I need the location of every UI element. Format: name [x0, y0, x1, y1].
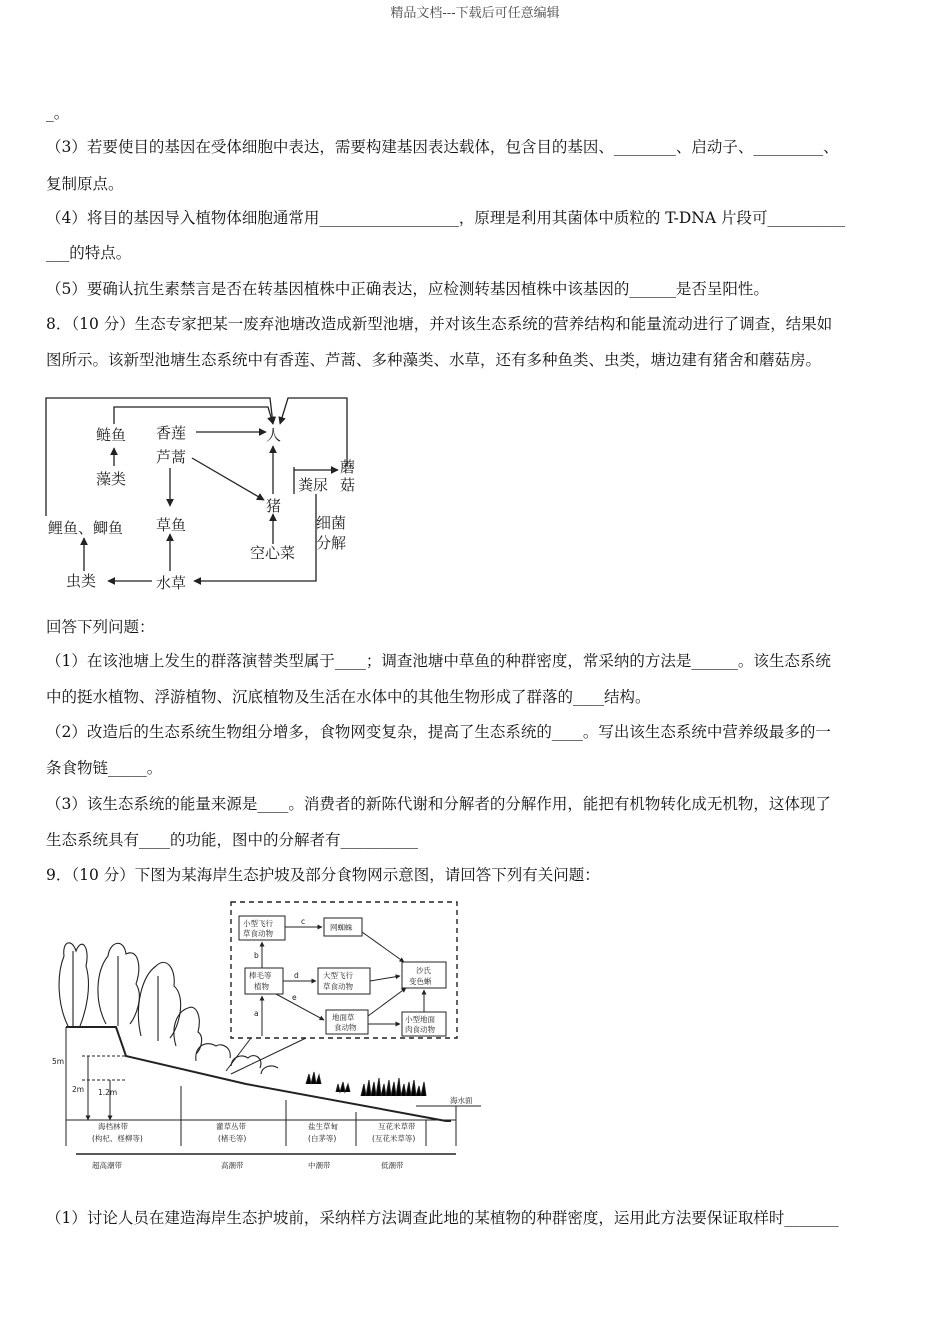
text-line: 生态系统具有____的功能，图中的分解者有__________	[46, 831, 419, 849]
node-water-grass: 水草	[156, 574, 187, 592]
text-line: （3）该生态系统的能量来源是____。消费者的新陈代谢和分解者的分解作用，能把有机物转化成无机物，这体现了	[46, 795, 831, 813]
node-algae: 藻类	[96, 470, 127, 488]
tide-low: 低潮带	[381, 1161, 404, 1170]
node-insects: 虫类	[66, 572, 97, 590]
node-grass-carp: 草鱼	[156, 516, 187, 534]
node-decompose: 分解	[316, 534, 347, 552]
zone-spartina: 互花米草带	[378, 1122, 416, 1131]
arrow-label-c: c	[301, 917, 306, 926]
text-line: （2）改造后的生态系统生物组分增多，食物网变复杂，提高了生态系统的____。写出该生态系统中营养级最多的一	[46, 723, 831, 741]
node-manure: 粪尿	[298, 476, 329, 494]
node-bacteria: 细菌	[316, 514, 347, 532]
arrow-label-e: e	[292, 993, 297, 1002]
text-line: （1）讨论人员在建造海岸生态护坡前，采纳样方法调查此地的某植物的种群密度，运用此方法要保证取样时_______	[46, 1209, 839, 1227]
box-small-ground-carnivore-2: 肉食动物	[405, 1025, 435, 1034]
zone-salt-meadow-species: (白茅等)	[308, 1134, 337, 1143]
text-line: ___的特点。	[46, 244, 132, 262]
text-line: 复制原点。	[46, 175, 124, 193]
box-large-flying-herbivore-2: 草食动物	[323, 982, 353, 991]
box-small-flying-herbivore-2: 草食动物	[243, 929, 273, 938]
arrow-label-d: d	[294, 971, 299, 980]
node-carp: 鲤鱼、鲫鱼	[48, 519, 124, 537]
height-5m: 5m	[52, 1057, 65, 1066]
food-web-diagram	[40, 376, 380, 601]
tide-super-high: 超高潮带	[92, 1161, 122, 1170]
zone-salt-meadow: 盐生草甸	[308, 1122, 338, 1131]
tide-high: 高潮带	[221, 1161, 244, 1170]
text-line: （1）在该池塘上发生的群落演替类型属于____；调查池塘中草鱼的种群密度，常采纳的方法是______。该生态系统	[46, 652, 831, 670]
height-1-2m: 1.2m	[98, 1088, 118, 1097]
node-lotus: 香莲	[156, 424, 187, 442]
page-header: 精品文档---下载后可任意编辑	[390, 6, 560, 21]
node-mushroom-2: 菇	[340, 476, 356, 494]
zone-spartina-species: (互花米草等)	[372, 1134, 416, 1143]
arrow-label-a: a	[254, 1009, 259, 1018]
text-line: （5）要确认抗生素禁言是否在转基因植株中正确表达，应检测转基因植株中该基因的______是否呈阳性。	[46, 280, 769, 298]
text-line: 图所示。该新型池塘生态系统中有香莲、芦蒿、多种藻类、水草，还有多种鱼类、虫类，塘边建有猪舍和蘑菇房。	[46, 351, 822, 369]
box-small-ground-carnivore: 小型地面	[405, 1015, 435, 1024]
box-ground-herbivore-2: 食动物	[334, 1023, 357, 1032]
text-line: 中的挺水植物、浮游植物、沉底植物及生活在水体中的其他生物形成了群落的____结构。	[46, 688, 651, 706]
node-pig: 猪	[266, 497, 282, 515]
zone-forest: 海档林带	[98, 1122, 128, 1131]
text-line: 条食物链_____。	[46, 759, 163, 777]
height-2m: 2m	[72, 1085, 85, 1094]
box-lizard-2: 变色蜥	[409, 977, 432, 986]
text-line: _。	[46, 104, 70, 122]
text-line: 回答下列问题：	[46, 618, 155, 636]
box-plants-2: 植物	[254, 982, 269, 991]
zone-shrub-species: (楮毛等)	[218, 1134, 247, 1143]
node-silver-carp: 鲢鱼	[96, 426, 127, 444]
zone-shrub: 灌草丛带	[216, 1122, 246, 1131]
box-spider: 网蜘蛛	[330, 923, 353, 932]
tide-mid: 中潮带	[308, 1161, 331, 1170]
box-ground-herbivore: 地面草	[332, 1013, 355, 1022]
text-line: （4）将目的基因导入植物体细胞通常用__________________，原理是利用其菌体中质粒的 T-DNA 片段可__________	[46, 209, 845, 227]
node-mushroom-1: 蘑	[340, 458, 356, 476]
zone-forest-species: (构杞、柽柳等)	[92, 1134, 143, 1143]
node-human: 人	[266, 426, 282, 444]
text-line: （3）若要使目的基因在受体细胞中表达，需要构建基因表达载体，包含目的基因、________、启动子、_________、	[46, 138, 839, 156]
question-9-stem: 9．（10 分）下图为某海岸生态护坡及部分食物网示意图，请回答下列有关问题：	[46, 866, 600, 884]
question-8-stem: 8．（10 分）生态专家把某一废弃池塘改造成新型池塘，并对该生态系统的营养结构和能量流动进行了调查，结果如	[46, 315, 833, 333]
box-lizard: 沙氏	[416, 966, 431, 975]
box-plants: 棒毛等	[249, 971, 272, 980]
box-small-flying-herbivore: 小型飞行	[243, 919, 273, 928]
sea-level-label: 海水面	[450, 1096, 473, 1105]
coastal-slope-diagram	[46, 896, 496, 1181]
node-water-spinach: 空心菜	[250, 544, 296, 562]
box-large-flying-herbivore: 大型飞行	[323, 971, 353, 980]
arrow-label-b: b	[254, 951, 259, 960]
node-artemisia: 芦蒿	[156, 448, 187, 466]
